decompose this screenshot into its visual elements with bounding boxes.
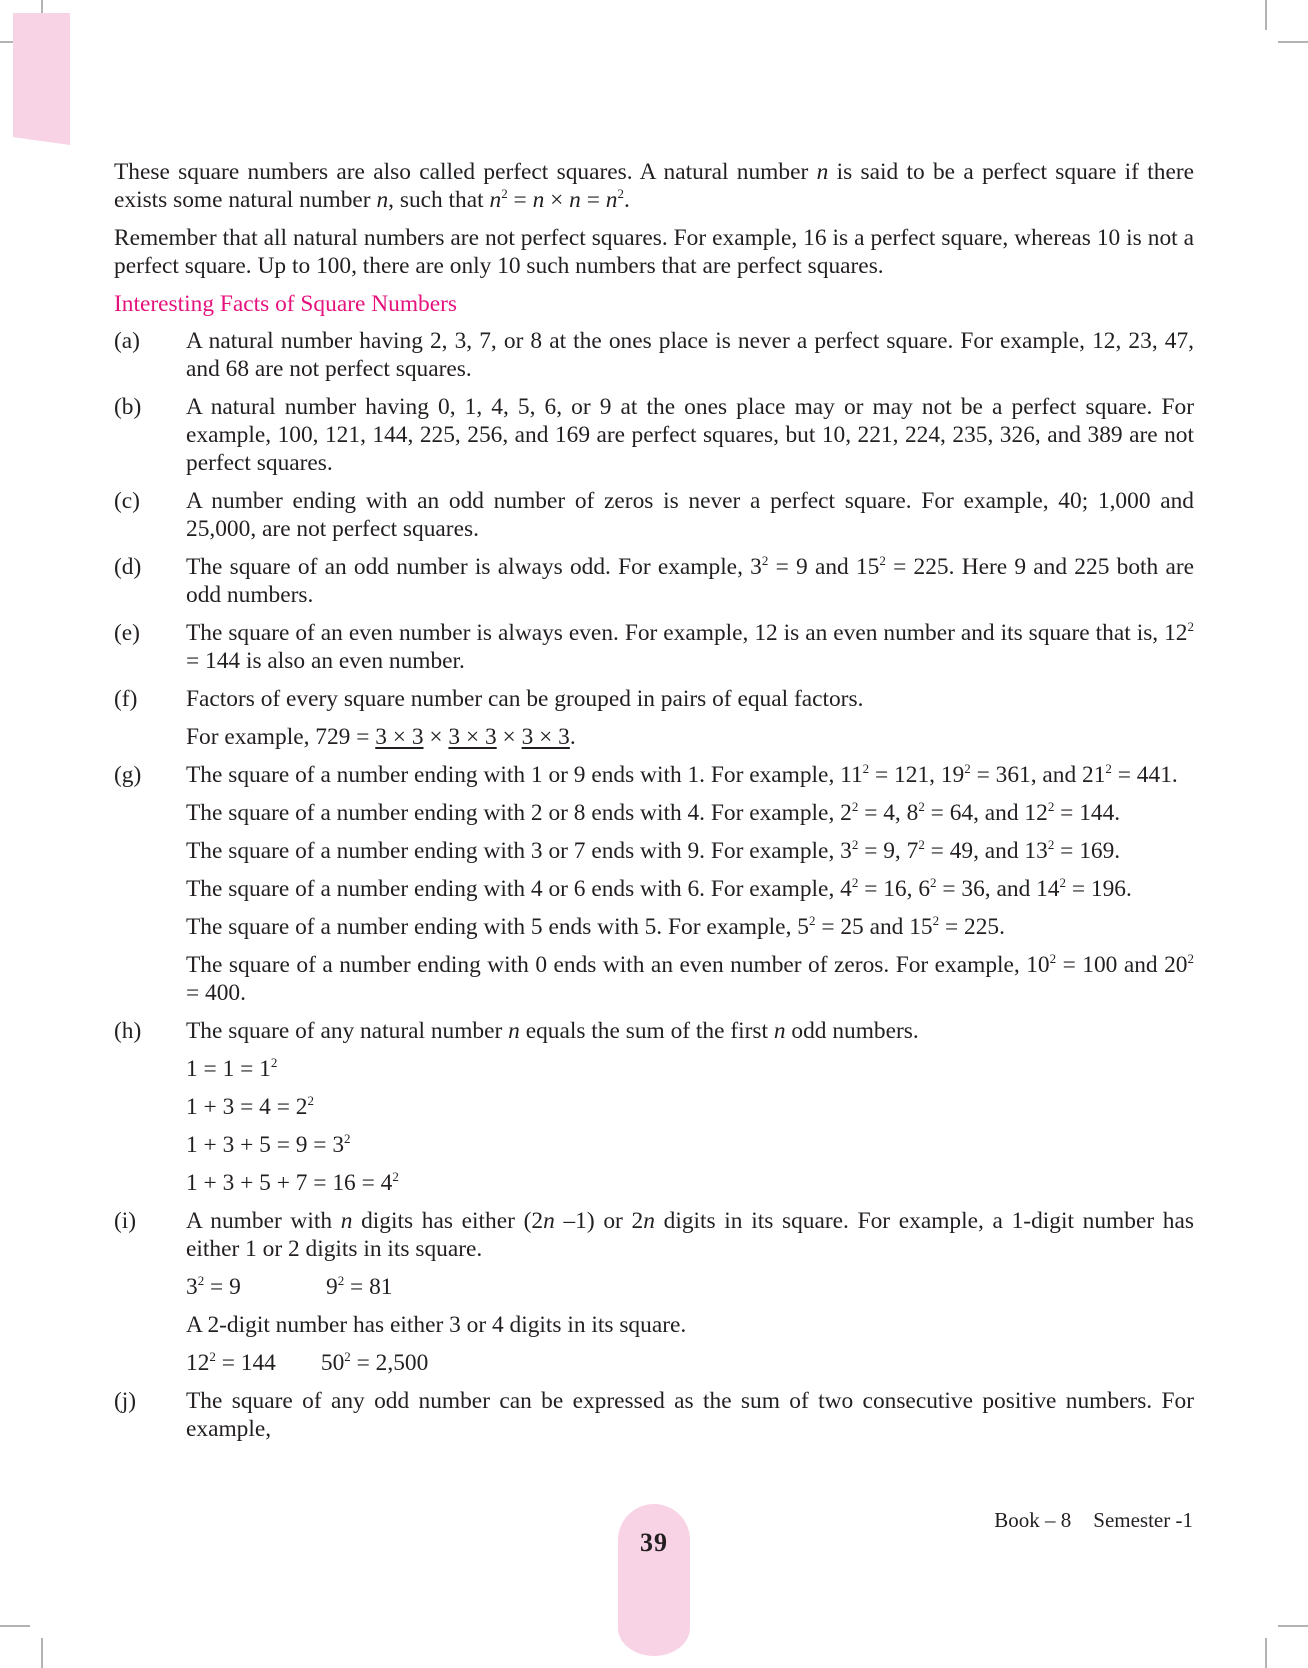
text: The square of a number ending with 0 ends with an even number of zeros. For example, 10 — [186, 952, 1050, 978]
fact-item-d — [114, 553, 1194, 609]
crop-mark — [1265, 0, 1267, 30]
page-number: 39 — [640, 1528, 668, 1557]
exponent: 2 — [209, 1349, 216, 1364]
item-text — [186, 553, 1194, 609]
var-n: n — [816, 159, 829, 185]
item-text: A 2-digit number has either 3 or 4 digits in its square. — [186, 1312, 687, 1338]
exponent: 2 — [808, 913, 816, 928]
text: 12 — [186, 1350, 210, 1376]
fact-item-j — [114, 1387, 1194, 1443]
intro-paragraph-2: Remember that all natural numbers are not perfect squares. For example, 16 is a perfect square, whereas 10 is not a perfect square. Up to 100, there are only 10 such numbers that are perfect squares. — [114, 225, 1194, 279]
text: = 100 and 20 — [1056, 952, 1188, 978]
book-label: Book – 8 — [994, 1508, 1072, 1532]
text: = 144. — [1054, 800, 1121, 826]
exponent: 2 — [851, 837, 859, 852]
item-text — [186, 875, 1194, 903]
text: . — [623, 187, 630, 213]
semester-label: Semester -1 — [1093, 1508, 1193, 1532]
text: = — [507, 187, 533, 213]
item-text — [186, 761, 1194, 789]
item-label: (j) — [114, 1388, 137, 1414]
text: = 361, and 21 — [970, 762, 1106, 788]
var-n: n — [569, 187, 581, 213]
item-text — [186, 799, 1194, 827]
exponent: 2 — [1047, 837, 1055, 852]
text: = 9 and 15 — [768, 554, 880, 580]
text: = 144 is also an even number. — [186, 648, 465, 674]
text: –1) or 2 — [554, 1208, 644, 1234]
equation-row — [186, 1349, 1194, 1377]
var-n: n — [376, 187, 389, 213]
item-text — [186, 837, 1194, 865]
crop-mark — [1278, 41, 1308, 43]
exponent: 2 — [270, 1055, 278, 1070]
exponent: 2 — [761, 553, 769, 568]
fact-item-b — [114, 393, 1194, 477]
text: = 2,500 — [350, 1350, 429, 1376]
item-text — [186, 1207, 1194, 1263]
section-heading: Interesting Facts of Square Numbers — [114, 291, 457, 317]
text: = 225. Here 9 and 225 both are odd numbers. — [186, 554, 1194, 608]
exponent: 2 — [918, 799, 925, 814]
item-text: A natural number having 2, 3, 7, or 8 at the ones place is never a perfect square. For example, 12, 23, 47, and 68 are not perfect squares. — [186, 328, 1194, 382]
crop-mark — [1278, 1625, 1308, 1627]
text: 1 + 3 = 4 = 2 — [186, 1094, 308, 1120]
item-label: (f) — [114, 686, 138, 712]
equation — [186, 1131, 1194, 1159]
text: The square of a number ending with 4 or 6 ends with 6. For example, 4 — [186, 876, 852, 902]
text: A number with — [186, 1208, 341, 1234]
text: The square of a number ending with 3 or 7 ends with 9. For example, 3 — [186, 838, 852, 864]
item-text: A number ending with an odd number of zeros is never a perfect square. For example, 40; 1,000 and 25,000, are not perfect squares. — [186, 488, 1194, 542]
factor-pair: 3 × 3 — [375, 724, 424, 750]
text: × — [496, 724, 522, 750]
equation — [186, 1169, 1194, 1197]
text: = 9 — [204, 1274, 241, 1300]
exponent: 2 — [964, 761, 971, 776]
var-n: n — [532, 187, 545, 213]
fact-item-i — [114, 1207, 1194, 1377]
text: = 64, and 12 — [924, 800, 1048, 826]
item-text — [186, 619, 1194, 675]
text: The square of a number ending with 5 ends with 5. For example, 5 — [186, 914, 809, 940]
exponent: 2 — [879, 553, 886, 568]
intro-paragraph-1 — [114, 158, 1194, 214]
exponent: 2 — [392, 1169, 399, 1184]
equation-row — [186, 1273, 1194, 1301]
item-text: A natural number having 0, 1, 4, 5, 6, or 9 at the ones place may or may not be a perfect square. For example, 100, 121, 144, 225, 256, and 169 are perfect squares, but 10, 221, 224, 235, 326, and 389 are not perfect squares. — [186, 394, 1194, 476]
exponent: 2 — [851, 875, 859, 890]
text: = 81 — [344, 1274, 393, 1300]
item-text: The square of any odd number can be expressed as the sum of two consecutive positive numbers. For example, — [186, 1388, 1194, 1442]
text: odd numbers. — [785, 1018, 919, 1044]
equation — [321, 1349, 428, 1377]
text: digits in its square. For example, a 1-digit number has either 1 or 2 digits in its square. — [186, 1208, 1194, 1262]
equation — [186, 1349, 276, 1377]
var-n: n — [643, 1208, 655, 1234]
exponent: 2 — [337, 1273, 345, 1288]
text: = 441. — [1111, 762, 1178, 788]
exponent: 2 — [862, 761, 870, 776]
fact-item-g — [114, 761, 1194, 1007]
text: = — [580, 187, 606, 213]
crop-mark — [1265, 1638, 1267, 1668]
text: 1 = 1 = 1 — [186, 1056, 271, 1082]
text: = 16, 6 — [858, 876, 931, 902]
exponent: 2 — [851, 799, 859, 814]
equation — [186, 1055, 1194, 1083]
var-n: n — [773, 1018, 786, 1044]
text: = 4, 8 — [858, 800, 919, 826]
item-label: (g) — [114, 762, 142, 788]
text: . — [569, 724, 576, 750]
text: = 400. — [186, 980, 246, 1006]
footer-book-info — [994, 1508, 1193, 1533]
exponent: 2 — [617, 186, 624, 201]
exponent: 2 — [930, 875, 937, 890]
text: = 36, and 14 — [936, 876, 1060, 902]
text: = 225. — [939, 914, 1005, 940]
var-n: n — [508, 1018, 520, 1044]
crop-mark — [0, 1625, 30, 1627]
text: 9 — [326, 1274, 338, 1300]
item-label: (i) — [114, 1208, 137, 1234]
item-text: Factors of every square number can be grouped in pairs of equal factors. — [186, 686, 864, 712]
text: The square of any natural number — [186, 1018, 509, 1044]
item-label: (a) — [114, 328, 140, 354]
fact-item-h — [114, 1017, 1194, 1197]
text: is said to be a perfect square if there exists some natural number — [114, 159, 1194, 213]
text: digits has either (2 — [352, 1208, 544, 1234]
text: For example, 729 = — [186, 724, 376, 750]
item-label: (c) — [114, 488, 140, 514]
var-n: n — [543, 1208, 555, 1234]
text: 50 — [320, 1350, 345, 1376]
exponent: 2 — [932, 913, 940, 928]
equation — [186, 1273, 246, 1301]
text: 3 — [186, 1274, 198, 1300]
exponent: 2 — [1187, 951, 1194, 966]
fact-item-c — [114, 487, 1194, 543]
text: = 25 and 15 — [815, 914, 933, 940]
exponent: 2 — [1105, 761, 1112, 776]
exponent: 2 — [197, 1273, 205, 1288]
exponent: 2 — [344, 1349, 351, 1364]
var-n: n — [340, 1208, 353, 1234]
text: equals the sum of the first — [519, 1018, 774, 1044]
text: 1 + 3 + 5 + 7 = 16 = 4 — [186, 1170, 393, 1196]
text: , such that — [388, 187, 490, 213]
page-number-badge — [618, 1504, 690, 1656]
text: = 169. — [1054, 838, 1121, 864]
text: = 121, 19 — [869, 762, 965, 788]
text: × — [544, 187, 570, 213]
var-n: n — [489, 187, 502, 213]
exponent: 2 — [1049, 951, 1057, 966]
exponent: 2 — [1187, 619, 1194, 634]
fact-item-f — [114, 685, 1194, 751]
text: The square of a number ending with 1 or 9 ends with 1. For example, 11 — [186, 762, 863, 788]
text: × — [423, 724, 449, 750]
fact-item-e — [114, 619, 1194, 675]
crop-mark — [41, 1638, 43, 1668]
text: = 196. — [1066, 876, 1132, 902]
item-label: (b) — [114, 394, 142, 420]
page-tab-decoration — [13, 13, 70, 145]
item-label: (d) — [114, 554, 142, 580]
var-n: n — [605, 187, 618, 213]
text: = 9, 7 — [858, 838, 919, 864]
text: These square numbers are also called perfect squares. A natural number — [114, 159, 817, 185]
item-label: (e) — [114, 620, 140, 646]
page-content — [114, 158, 1194, 1453]
item-text — [186, 951, 1194, 1007]
exponent: 2 — [1047, 799, 1055, 814]
exponent: 2 — [918, 837, 925, 852]
item-text — [186, 913, 1194, 941]
item-text — [186, 1017, 1194, 1045]
text: The square of a number ending with 2 or 8 ends with 4. For example, 2 — [186, 800, 852, 826]
equation — [186, 1093, 1194, 1121]
text: 1 + 3 + 5 = 9 = 3 — [186, 1132, 345, 1158]
text: = 49, and 13 — [924, 838, 1048, 864]
item-label: (h) — [114, 1018, 142, 1044]
exponent: 2 — [344, 1131, 351, 1146]
exponent: 2 — [1059, 875, 1066, 890]
factor-pair: 3 × 3 — [521, 724, 570, 750]
exponent: 2 — [501, 186, 508, 201]
text: = 144 — [215, 1350, 276, 1376]
factor-pair: 3 × 3 — [448, 724, 497, 750]
text: The square of an even number is always even. For example, 12 is an even number and its square that is, 12 — [186, 620, 1188, 646]
exponent: 2 — [307, 1093, 314, 1108]
equation — [326, 1273, 392, 1301]
factor-example — [186, 723, 1194, 751]
fact-item-a — [114, 327, 1194, 383]
text: The square of an odd number is always odd. For example, 3 — [186, 554, 762, 580]
